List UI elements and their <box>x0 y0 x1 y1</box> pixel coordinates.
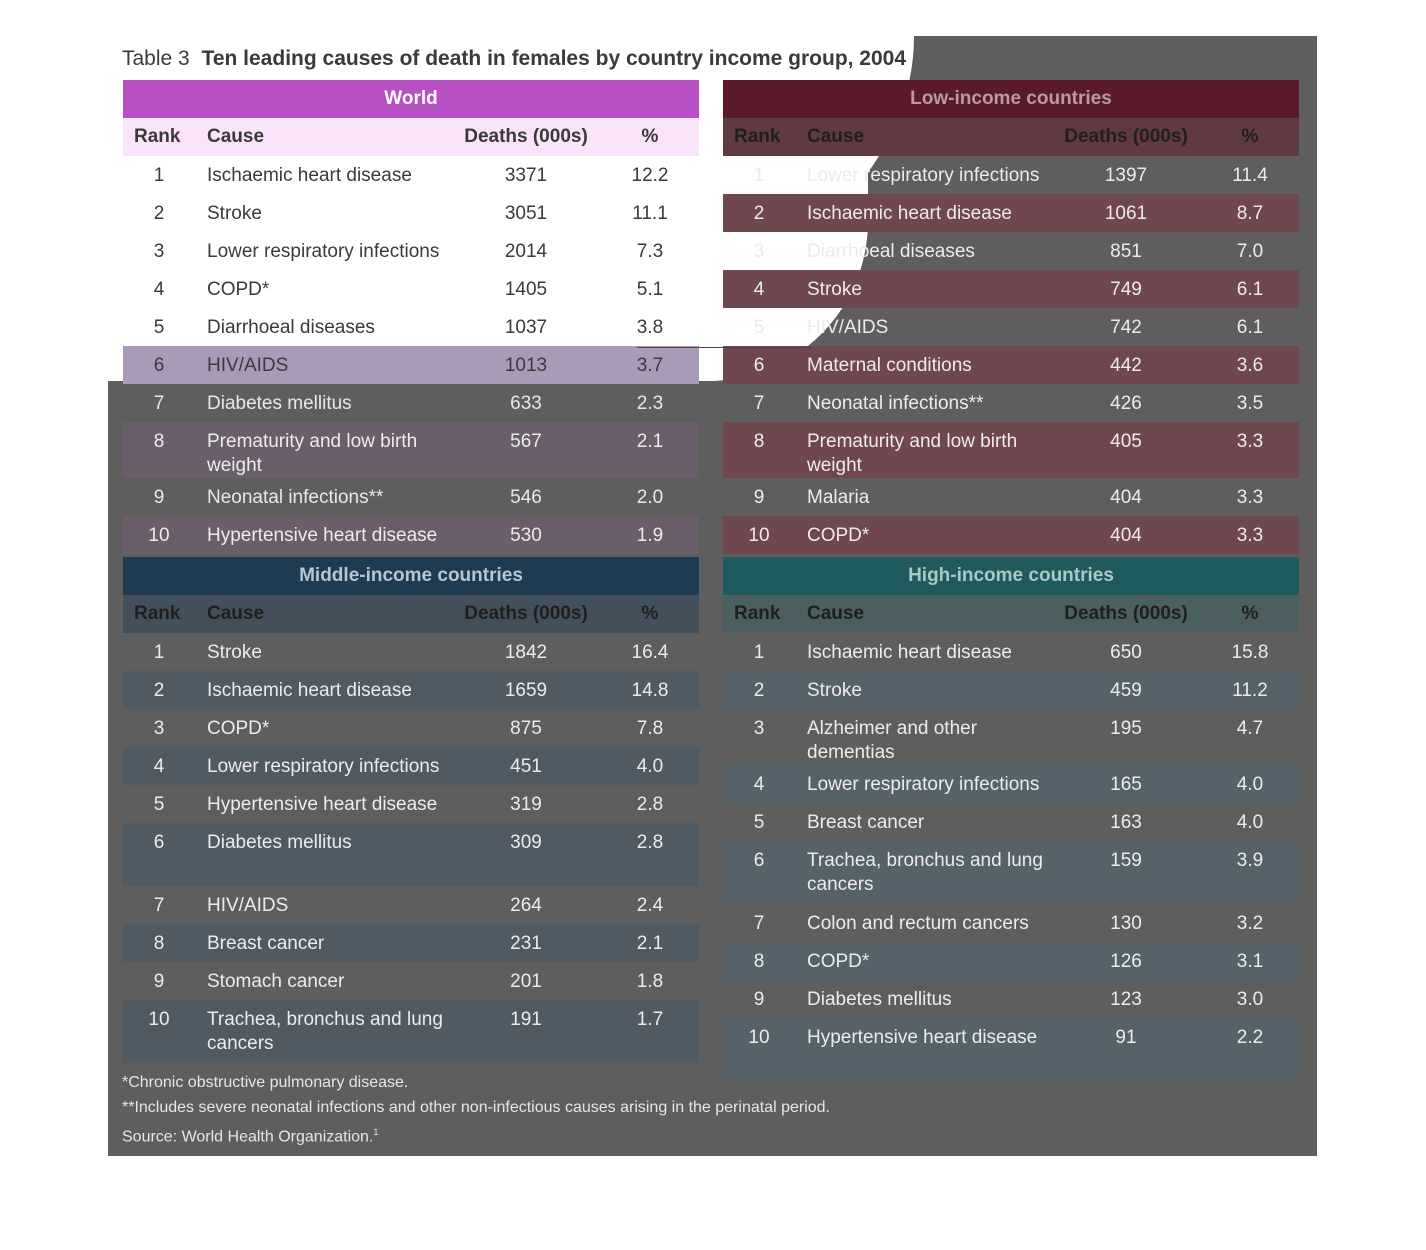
cause-cell: Ischaemic heart disease <box>807 642 1012 663</box>
table-row <box>723 709 1299 765</box>
table-row <box>123 156 699 194</box>
deaths-cell: 546 <box>510 487 542 508</box>
cause-cell: Breast cancer <box>807 812 925 833</box>
deaths-header: Deaths (000s) <box>1064 126 1188 147</box>
deaths-header: Deaths (000s) <box>1064 603 1188 624</box>
rank-cell: 5 <box>153 794 165 815</box>
rank-cell: 2 <box>753 680 765 701</box>
table-row <box>723 765 1299 803</box>
rank-cell: 3 <box>753 241 765 262</box>
cause-cell: Diarrhoeal diseases <box>207 317 375 338</box>
pct-cell: 7.3 <box>636 241 664 262</box>
pct-cell: 5.1 <box>636 279 664 300</box>
deaths-cell: 3051 <box>504 203 548 224</box>
rank-cell: 10 <box>748 1027 770 1048</box>
table-row <box>723 422 1299 478</box>
source-reference: 1 <box>373 1127 379 1137</box>
cause-cell: COPD* <box>207 718 270 739</box>
pct-cell: 3.0 <box>1236 989 1264 1010</box>
cause-cell: Prematurity and low birth weight <box>807 431 1018 476</box>
rank-header: Rank <box>134 126 181 147</box>
pct-cell: 12.2 <box>631 165 669 186</box>
rank-cell: 10 <box>748 525 770 546</box>
table-row <box>123 194 699 232</box>
deaths-header: Deaths (000s) <box>464 603 588 624</box>
deaths-cell: 875 <box>510 718 542 739</box>
table-caption: Ten leading causes of death in females by country income group, 2004 <box>201 47 907 70</box>
rank-header: Rank <box>134 603 181 624</box>
table-row <box>123 747 699 785</box>
deaths-cell: 442 <box>1110 355 1142 376</box>
pct-cell: 6.1 <box>1236 317 1264 338</box>
pct-cell: 2.8 <box>636 832 664 853</box>
rank-cell: 8 <box>753 431 765 452</box>
pct-cell: 1.7 <box>636 1009 664 1030</box>
deaths-cell: 165 <box>1110 774 1142 795</box>
cause-header: Cause <box>207 126 265 147</box>
deaths-cell: 1061 <box>1104 203 1148 224</box>
deaths-cell: 1397 <box>1104 165 1148 186</box>
pct-cell: 2.2 <box>1236 1027 1264 1048</box>
table-row <box>123 671 699 709</box>
rank-cell: 4 <box>753 774 765 795</box>
rank-cell: 9 <box>153 487 165 508</box>
cause-cell: Diabetes mellitus <box>207 832 352 853</box>
cause-cell: Hypertensive heart disease <box>807 1027 1038 1048</box>
table-title <box>122 44 906 74</box>
deaths-cell: 405 <box>1110 431 1142 452</box>
cause-cell: Stroke <box>207 642 262 663</box>
deaths-cell: 130 <box>1110 913 1142 934</box>
pct-cell: 15.8 <box>1231 642 1269 663</box>
low-income-header: Low-income countries <box>723 80 1299 118</box>
deaths-cell: 530 <box>510 525 542 546</box>
rank-cell: 4 <box>153 756 165 777</box>
deaths-cell: 851 <box>1110 241 1142 262</box>
deaths-cell: 195 <box>1110 718 1142 739</box>
table-row <box>123 478 699 516</box>
table-row <box>723 841 1299 904</box>
rank-cell: 6 <box>753 355 765 376</box>
pct-cell: 7.8 <box>636 718 664 739</box>
table-row <box>123 924 699 962</box>
cause-cell: Ischaemic heart disease <box>207 165 412 186</box>
pct-cell: 3.7 <box>636 355 664 376</box>
cause-cell: Lower respiratory infections <box>207 756 440 777</box>
pct-cell: 4.7 <box>1236 718 1264 739</box>
world-header: World <box>123 80 699 118</box>
table-row <box>723 308 1299 346</box>
world-panel <box>123 80 699 554</box>
rank-cell: 10 <box>148 525 170 546</box>
table-row <box>723 156 1299 194</box>
deaths-cell: 459 <box>1110 680 1142 701</box>
cause-cell: Stomach cancer <box>207 971 345 992</box>
rank-cell: 7 <box>153 895 165 916</box>
cause-header: Cause <box>807 126 865 147</box>
rank-cell: 9 <box>753 989 765 1010</box>
high-income-column-headers <box>723 595 1299 633</box>
rank-cell: 1 <box>753 642 765 663</box>
cause-cell: Trachea, bronchus and lung cancers <box>807 850 1043 895</box>
rank-cell: 2 <box>153 203 165 224</box>
deaths-cell: 1659 <box>504 680 548 701</box>
table-row <box>723 384 1299 422</box>
pct-cell: 3.5 <box>1236 393 1264 414</box>
table-row <box>123 823 699 886</box>
rank-cell: 4 <box>153 279 165 300</box>
table-row <box>723 270 1299 308</box>
table-row <box>123 516 699 554</box>
cause-cell: Ischaemic heart disease <box>207 680 412 701</box>
pct-cell: 3.3 <box>1236 487 1264 508</box>
table-row <box>723 194 1299 232</box>
pct-cell: 3.2 <box>1236 913 1264 934</box>
cause-cell: Hypertensive heart disease <box>207 794 438 815</box>
cause-cell: Hypertensive heart disease <box>207 525 438 546</box>
cause-cell: Lower respiratory infections <box>207 241 440 262</box>
cause-cell: Neonatal infections** <box>207 487 384 508</box>
deaths-header: Deaths (000s) <box>464 126 588 147</box>
cause-cell: Breast cancer <box>207 933 325 954</box>
deaths-cell: 633 <box>510 393 542 414</box>
pct-header: % <box>1241 126 1259 147</box>
rank-cell: 5 <box>753 812 765 833</box>
pct-cell: 8.7 <box>1236 203 1264 224</box>
pct-cell: 2.1 <box>636 431 664 452</box>
table-row <box>723 904 1299 942</box>
cause-cell: Prematurity and low birth weight <box>207 431 418 476</box>
deaths-cell: 749 <box>1110 279 1142 300</box>
source-note <box>122 1120 830 1149</box>
pct-cell: 7.0 <box>1236 241 1264 262</box>
rank-cell: 6 <box>153 832 165 853</box>
deaths-cell: 3371 <box>504 165 548 186</box>
table-row <box>123 785 699 823</box>
table-row <box>123 633 699 671</box>
deaths-cell: 309 <box>510 832 542 853</box>
cause-cell: HIV/AIDS <box>207 355 289 376</box>
rank-cell: 4 <box>753 279 765 300</box>
pct-cell: 2.1 <box>636 933 664 954</box>
pct-cell: 16.4 <box>631 642 669 663</box>
cause-cell: Diabetes mellitus <box>807 989 952 1010</box>
table-number: Table 3 <box>122 47 190 70</box>
table-row <box>723 232 1299 270</box>
fold-edge-line <box>637 347 812 348</box>
cause-cell: Maternal conditions <box>807 355 972 376</box>
pct-cell: 2.4 <box>636 895 664 916</box>
deaths-cell: 650 <box>1110 642 1142 663</box>
table-row <box>123 384 699 422</box>
cause-cell: Lower respiratory infections <box>807 165 1040 186</box>
rank-cell: 1 <box>153 165 165 186</box>
deaths-cell: 2014 <box>504 241 548 262</box>
rank-cell: 8 <box>153 431 165 452</box>
cause-cell: Stroke <box>807 680 862 701</box>
rank-cell: 3 <box>153 241 165 262</box>
cause-cell: Neonatal infections** <box>807 393 984 414</box>
cause-cell: Stroke <box>807 279 862 300</box>
deaths-cell: 159 <box>1110 850 1142 871</box>
cause-cell: Alzheimer and other dementias <box>807 718 978 763</box>
deaths-cell: 451 <box>510 756 542 777</box>
table-row <box>723 942 1299 980</box>
rank-cell: 3 <box>153 718 165 739</box>
pct-cell: 3.3 <box>1236 525 1264 546</box>
deaths-cell: 742 <box>1110 317 1142 338</box>
pct-header: % <box>641 126 659 147</box>
pct-cell: 4.0 <box>1236 774 1264 795</box>
pct-cell: 14.8 <box>631 680 669 701</box>
source-text: Source: World Health Organization. <box>122 1128 374 1146</box>
table-row <box>123 962 699 1000</box>
rank-cell: 6 <box>753 850 765 871</box>
cause-cell: HIV/AIDS <box>207 895 289 916</box>
rank-cell: 5 <box>753 317 765 338</box>
cause-cell: Trachea, bronchus and lung cancers <box>207 1009 443 1054</box>
pct-cell: 3.1 <box>1236 951 1264 972</box>
pct-cell: 11.2 <box>1232 680 1268 701</box>
table-row <box>123 232 699 270</box>
table-row <box>123 422 699 478</box>
cause-cell: Ischaemic heart disease <box>807 203 1012 224</box>
deaths-cell: 1013 <box>504 355 548 376</box>
rank-cell: 7 <box>153 393 165 414</box>
cause-cell: COPD* <box>807 525 870 546</box>
rank-cell: 9 <box>153 971 165 992</box>
cause-cell: COPD* <box>807 951 870 972</box>
cause-cell: HIV/AIDS <box>807 317 889 338</box>
footnote-copd: *Chronic obstructive pulmonary disease. <box>122 1074 409 1091</box>
middle-income-panel <box>123 557 699 1063</box>
table-row <box>723 633 1299 671</box>
pct-cell: 4.0 <box>636 756 664 777</box>
table-row <box>123 709 699 747</box>
pct-header: % <box>641 603 659 624</box>
deaths-cell: 126 <box>1110 951 1142 972</box>
pct-cell: 2.3 <box>636 393 664 414</box>
cause-cell: Malaria <box>807 487 870 508</box>
pct-cell: 3.9 <box>1236 850 1264 871</box>
pct-cell: 11.1 <box>632 203 668 224</box>
rank-cell: 2 <box>153 680 165 701</box>
rank-cell: 3 <box>753 718 765 739</box>
deaths-cell: 1405 <box>504 279 548 300</box>
high-income-panel <box>723 557 1299 1081</box>
pct-cell: 2.8 <box>636 794 664 815</box>
table-row <box>723 803 1299 841</box>
cause-cell: Stroke <box>207 203 262 224</box>
cause-cell: COPD* <box>207 279 270 300</box>
pct-cell: 3.3 <box>1236 431 1264 452</box>
table-row <box>123 308 699 346</box>
rank-cell: 5 <box>153 317 165 338</box>
cause-cell: Colon and rectum cancers <box>807 913 1029 934</box>
deaths-cell: 163 <box>1110 812 1142 833</box>
table-row <box>123 886 699 924</box>
rank-cell: 1 <box>153 642 165 663</box>
deaths-cell: 191 <box>510 1009 542 1030</box>
middle-income-rows <box>123 633 699 1063</box>
high-income-header: High-income countries <box>723 557 1299 595</box>
rank-header: Rank <box>734 603 781 624</box>
rank-cell: 2 <box>753 203 765 224</box>
deaths-cell: 426 <box>1110 393 1142 414</box>
deaths-cell: 264 <box>510 895 542 916</box>
rank-cell: 8 <box>153 933 165 954</box>
deaths-cell: 123 <box>1110 989 1142 1010</box>
pct-cell: 11.4 <box>1232 165 1268 186</box>
pct-cell: 4.0 <box>1236 812 1264 833</box>
table-row <box>723 478 1299 516</box>
deaths-cell: 319 <box>510 794 542 815</box>
deaths-cell: 404 <box>1110 525 1142 546</box>
cause-cell: Diabetes mellitus <box>207 393 352 414</box>
table-row <box>723 516 1299 554</box>
table-row <box>123 1000 699 1063</box>
high-income-rows <box>723 633 1299 1081</box>
table-row <box>723 980 1299 1018</box>
footnotes <box>122 1070 830 1149</box>
deaths-cell: 567 <box>510 431 542 452</box>
pct-cell: 3.8 <box>636 317 664 338</box>
low-income-rows <box>723 156 1299 554</box>
cause-cell: Lower respiratory infections <box>807 774 1040 795</box>
deaths-cell: 201 <box>510 971 542 992</box>
deaths-cell: 91 <box>1115 1027 1137 1048</box>
middle-income-column-headers <box>123 595 699 633</box>
rank-cell: 10 <box>148 1009 170 1030</box>
rank-cell: 6 <box>153 355 165 376</box>
rank-cell: 8 <box>753 951 765 972</box>
rank-cell: 1 <box>753 165 765 186</box>
middle-income-header: Middle-income countries <box>123 557 699 595</box>
world-column-headers <box>123 118 699 156</box>
rank-cell: 7 <box>753 913 765 934</box>
cause-header: Cause <box>807 603 865 624</box>
table-row <box>123 346 699 384</box>
table-row <box>123 270 699 308</box>
rank-cell: 9 <box>753 487 765 508</box>
table-row <box>723 671 1299 709</box>
pct-cell: 2.0 <box>636 487 664 508</box>
pct-cell: 3.6 <box>1236 355 1264 376</box>
footnote-neonatal: **Includes severe neonatal infections and other non-infectious causes arising in the perinatal period. <box>122 1099 830 1116</box>
pct-cell: 1.9 <box>636 525 664 546</box>
low-income-panel <box>723 80 1299 554</box>
deaths-cell: 1842 <box>504 642 548 663</box>
rank-cell: 7 <box>753 393 765 414</box>
pct-cell: 1.8 <box>636 971 664 992</box>
cause-cell: Diarrhoeal diseases <box>807 241 975 262</box>
low-income-column-headers <box>723 118 1299 156</box>
deaths-cell: 404 <box>1110 487 1142 508</box>
world-rows <box>123 156 699 554</box>
rank-header: Rank <box>734 126 781 147</box>
pct-header: % <box>1241 603 1259 624</box>
cause-header: Cause <box>207 603 265 624</box>
deaths-cell: 1037 <box>504 317 548 338</box>
pct-cell: 6.1 <box>1236 279 1264 300</box>
table-row <box>723 346 1299 384</box>
deaths-cell: 231 <box>510 933 542 954</box>
